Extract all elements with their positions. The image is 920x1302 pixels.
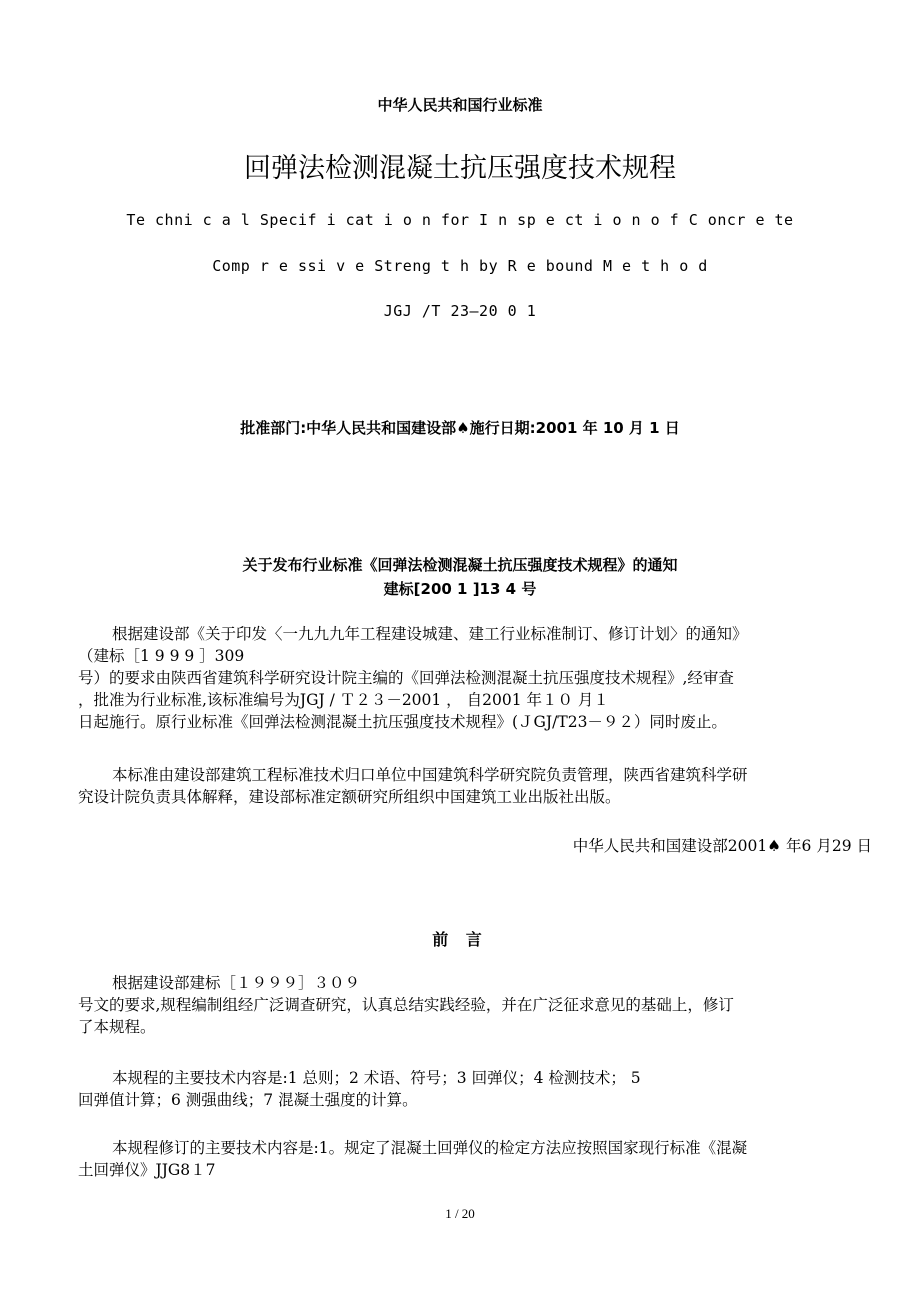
notice-signature: 中华人民共和国建设部2001♠ 年6 月29 日 bbox=[572, 837, 872, 855]
text-line: 回弹值计算；6 测强曲线；7 混凝土强度的计算。 bbox=[78, 1091, 418, 1109]
text-line: 本规程修订的主要技术内容是:1。规定了混凝土回弹仪的检定方法应按照国家现行标准《混凝 bbox=[112, 1139, 748, 1157]
text-line: （建标［1 9 9 9 ］309 bbox=[78, 647, 245, 665]
standard-number: JGJ /T 23—20 0 1 bbox=[383, 302, 537, 320]
text-line: 本标准由建设部建筑工程标准技术归口单位中国建筑科学研究院负责管理，陕西省建筑科学研 bbox=[112, 766, 748, 784]
text-line: 土回弹仪》JJG8１7 bbox=[78, 1161, 216, 1179]
text-line: 根据建设部《关于印发〈一九九九年工程建设城建、建工行业标准制订、修订计划〉的通知》 bbox=[112, 625, 748, 643]
text-line: 号文的要求,规程编制组经广泛调查研究，认真总结实践经验，并在广泛征求意见的基础上，修订 bbox=[78, 996, 734, 1014]
standard-category: 中华人民共和国行业标准 bbox=[377, 96, 543, 114]
notice-document-number: 建标[200 1 ]13 4 号 bbox=[383, 580, 537, 598]
english-title-line-1: Te chni c a l Specif i cat i o n for I n sp e ct i o n o f C oncr e te bbox=[126, 211, 794, 229]
notice-paragraph-2 bbox=[78, 764, 878, 808]
page-number: 1 / 20 bbox=[445, 1206, 475, 1221]
text-line: 日起施行。原行业标准《回弹法检测混凝土抗压强度技术规程》(ＪGJ/T23－９２）同时废止。 bbox=[78, 713, 727, 731]
text-line: 究设计院负责具体解释，建设部标准定额研究所组织中国建筑工业出版社出版。 bbox=[78, 788, 621, 806]
preface-heading: 前 言 bbox=[432, 930, 488, 949]
text-line: 号）的要求由陕西省建筑科学研究设计院主编的《回弹法检测混凝土抗压强度技术规程》,经审查 bbox=[78, 669, 734, 687]
notice-paragraph-1 bbox=[78, 623, 878, 733]
preface-paragraph-1 bbox=[78, 972, 878, 1038]
text-line: 了本规程。 bbox=[78, 1018, 156, 1036]
preface-paragraph-3 bbox=[78, 1137, 878, 1181]
text-line: 本规程的主要技术内容是:1 总则；2 术语、符号；3 回弹仪；4 检测技术； 5 bbox=[112, 1069, 641, 1087]
preface-paragraph-2 bbox=[78, 1067, 878, 1111]
text-line: 根据建设部建标［１９９９］３０９ bbox=[112, 974, 361, 992]
notice-title: 关于发布行业标准《回弹法检测混凝土抗压强度技术规程》的通知 bbox=[242, 556, 678, 574]
text-line: ，批准为行业标准,该标准编号为JGJ / Ｔ２３－2001 ， 自2001 年１０ 月１ bbox=[78, 691, 609, 709]
approval-line: 批准部门:中华人民共和国建设部♠施行日期:2001 年 10 月 1 日 bbox=[240, 419, 680, 437]
english-title-line-2: Comp r e ssi v e Streng t h by R e bound M e t h o d bbox=[212, 257, 708, 275]
document-title: 回弹法检测混凝土抗压强度技术规程 bbox=[244, 153, 676, 184]
